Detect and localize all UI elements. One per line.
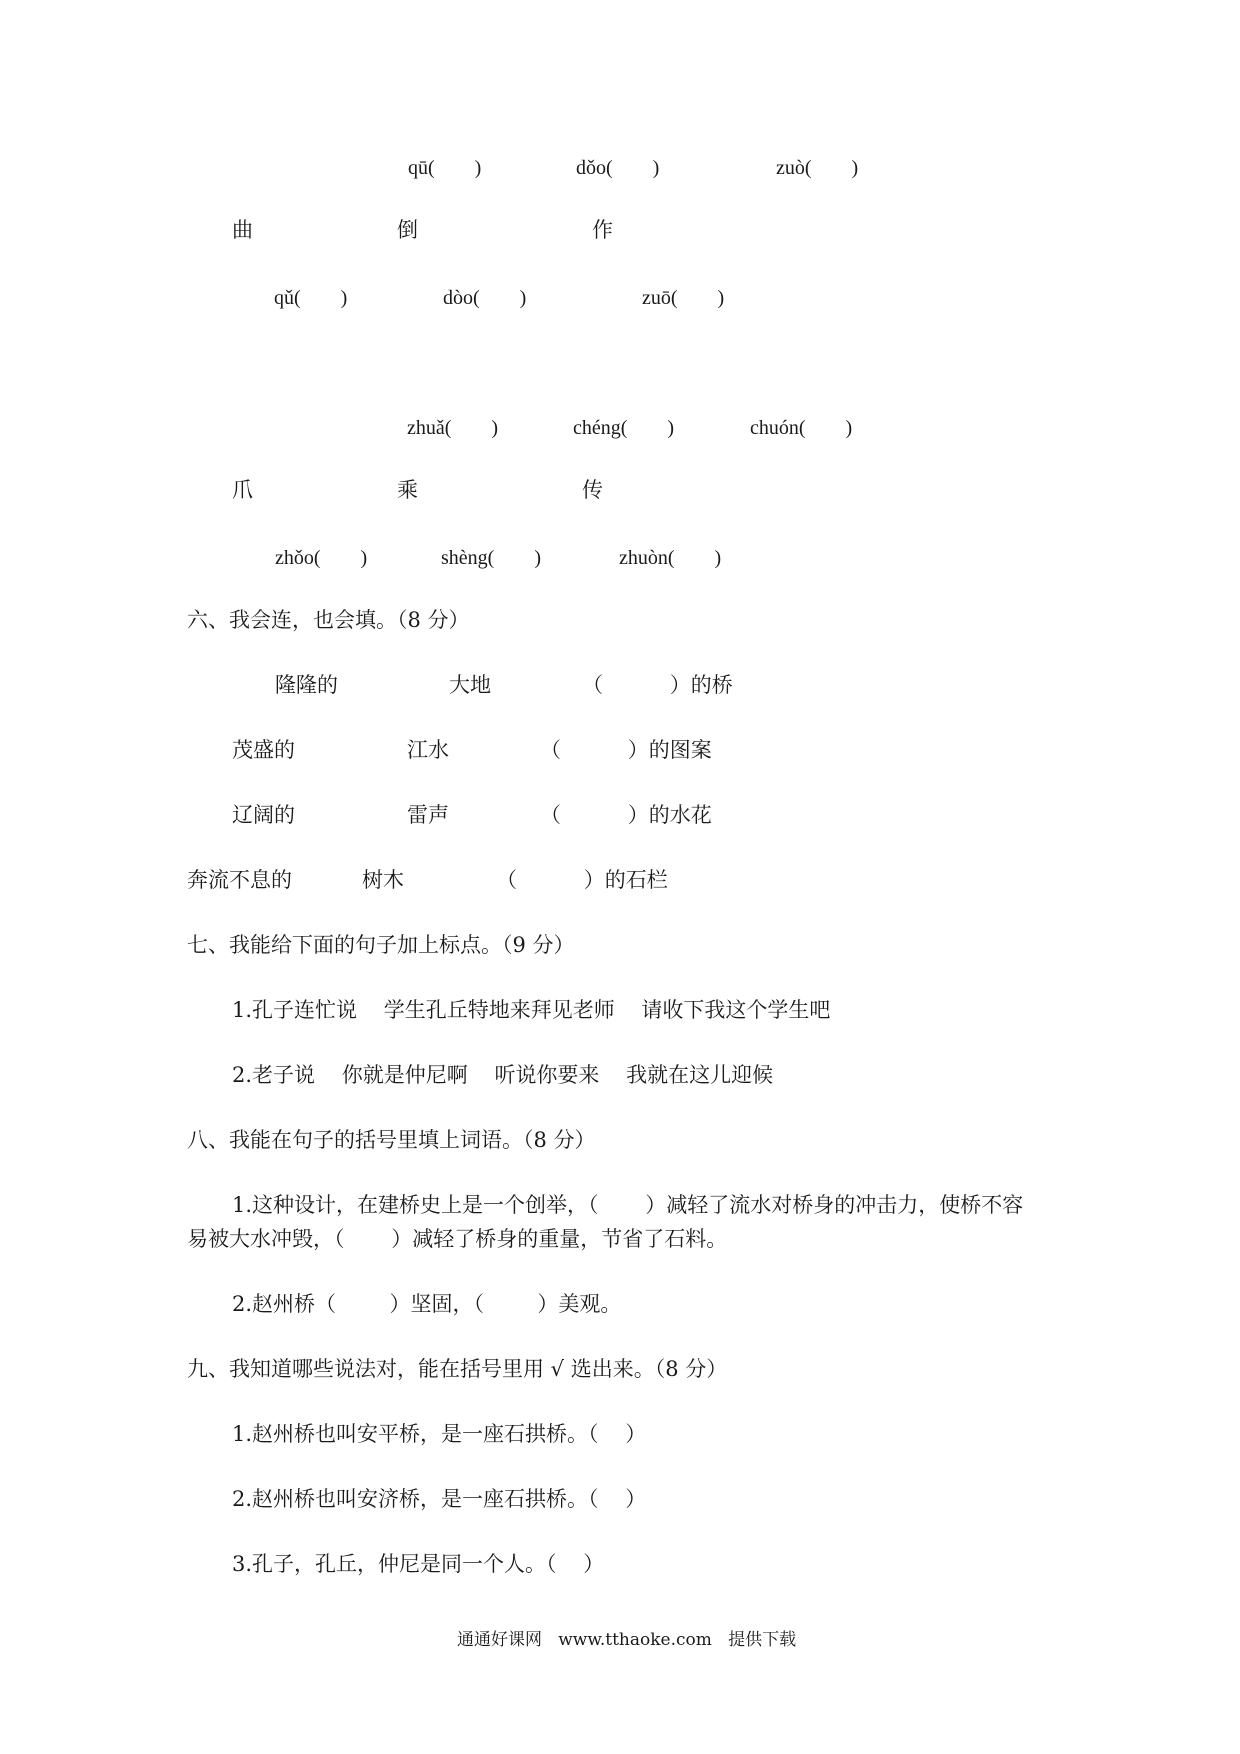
true-false-item[interactable]: 2.赵州桥也叫安济桥，是一座石拱桥。（ ） <box>232 1487 647 1511</box>
pinyin-blank[interactable]: zhuǎ( ) <box>407 417 499 439</box>
fill-blank[interactable]: （ ）的石栏 <box>496 868 668 892</box>
match-noun[interactable]: 大地 <box>449 673 491 697</box>
punctuation-sentence[interactable]: 1.孔子连忙说 学生孔丘特地来拜见老师 请收下我这个学生吧 <box>232 998 831 1022</box>
true-false-item[interactable]: 1.赵州桥也叫安平桥，是一座石拱桥。（ ） <box>232 1422 647 1446</box>
section-heading: 七、我能给下面的句子加上标点。（9 分） <box>187 933 575 957</box>
fill-blank[interactable]: （ ）的图案 <box>540 738 712 762</box>
match-adjective[interactable]: 奔流不息的 <box>187 868 292 892</box>
fill-blank[interactable]: （ ）的桥 <box>582 673 733 697</box>
hanzi: 乘 <box>397 478 418 502</box>
hanzi: 传 <box>582 478 603 502</box>
section-heading: 六、我会连，也会填。（8 分） <box>187 608 470 632</box>
pinyin-blank[interactable]: chuón( ) <box>750 417 853 439</box>
hanzi: 作 <box>592 218 613 242</box>
fill-sentence[interactable]: 2.赵州桥（ ）坚固，（ ）美观。 <box>232 1292 622 1316</box>
pinyin-blank[interactable]: dòo( ) <box>443 287 527 309</box>
match-noun[interactable]: 雷声 <box>407 803 449 827</box>
pinyin-blank[interactable]: zuō( ) <box>642 287 725 309</box>
section-heading: 八、我能在句子的括号里填上词语。（8 分） <box>187 1128 596 1152</box>
pinyin-blank[interactable]: zuò( ) <box>776 157 859 179</box>
fill-sentence-continued[interactable]: 易被大水冲毁，（ ）减轻了桥身的重量，节省了石料。 <box>187 1227 728 1251</box>
punctuation-sentence[interactable]: 2.老子说 你就是仲尼啊 听说你要来 我就在这儿迎候 <box>232 1063 774 1087</box>
fill-blank[interactable]: （ ）的水花 <box>540 803 712 827</box>
pinyin-blank[interactable]: shèng( ) <box>441 547 541 569</box>
match-adjective[interactable]: 茂盛的 <box>232 738 295 762</box>
match-adjective[interactable]: 隆隆的 <box>275 673 338 697</box>
fill-sentence[interactable]: 1.这种设计，在建桥史上是一个创举，（ ）减轻了流水对桥身的冲击力，使桥不容 <box>232 1193 1024 1217</box>
hanzi: 爪 <box>232 478 253 502</box>
pinyin-blank[interactable]: chéng( ) <box>573 417 675 439</box>
hanzi: 曲 <box>232 218 253 242</box>
pinyin-blank[interactable]: qǔ( ) <box>274 287 348 309</box>
match-noun[interactable]: 树木 <box>362 868 404 892</box>
hanzi: 倒 <box>397 218 418 242</box>
pinyin-blank[interactable]: dǒo( ) <box>576 157 660 179</box>
pinyin-blank[interactable]: zhuòn( ) <box>619 547 722 569</box>
true-false-item[interactable]: 3.孔子，孔丘，仲尼是同一个人。（ ） <box>232 1552 605 1576</box>
pinyin-blank[interactable]: zhǒo( ) <box>275 547 368 569</box>
footer-credit: 通通好课网 www.tthaoke.com 提供下载 <box>457 1630 797 1650</box>
pinyin-blank[interactable]: qū( ) <box>408 157 482 179</box>
match-adjective[interactable]: 辽阔的 <box>232 803 295 827</box>
match-noun[interactable]: 江水 <box>407 738 449 762</box>
section-heading: 九、我知道哪些说法对，能在括号里用 √ 选出来。（8 分） <box>187 1357 728 1381</box>
